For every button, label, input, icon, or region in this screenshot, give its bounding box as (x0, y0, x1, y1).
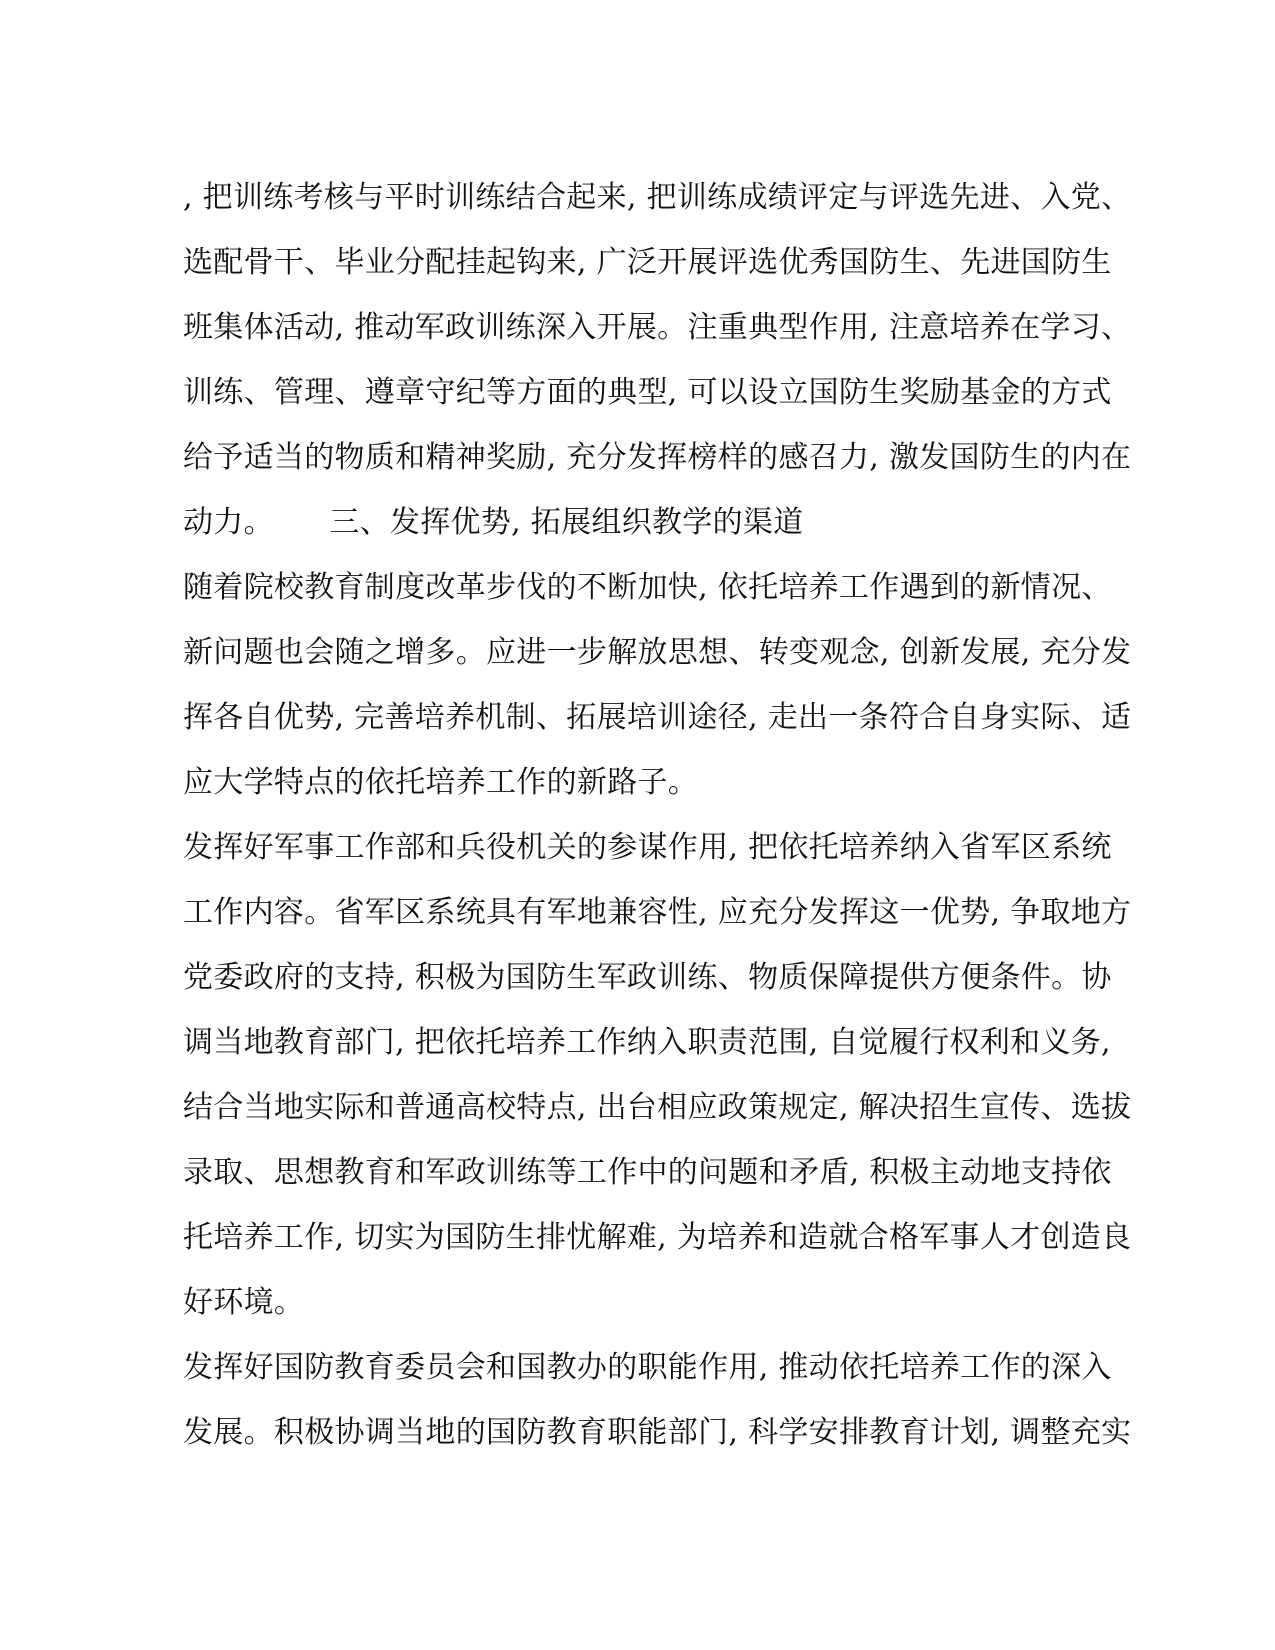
text-line: 录取、思想教育和军政训练等工作中的问题和矛盾, 积极主动地支持依 (183, 1155, 1112, 1190)
text-line: 应大学特点的依托培养工作的新路子。 (183, 765, 699, 800)
text-line: 党委政府的支持, 积极为国防生军政训练、物质保障提供方便条件。协 (183, 960, 1112, 995)
text-line: 挥各自优势, 完善培养机制、拓展培训途径, 走出一条符合自身实际、适 (183, 700, 1132, 735)
text-line: 发挥好国防教育委员会和国教办的职能作用, 推动依托培养工作的深入 (183, 1350, 1112, 1385)
text-line: 工作内容。省军区系统具有军地兼容性, 应充分发挥这一优势, 争取地方 (183, 895, 1132, 930)
section-heading-line: 动力。 三、发挥优势, 拓展组织教学的渠道 (183, 505, 804, 540)
body-text (183, 165, 1132, 1465)
text-line: 调当地教育部门, 把依托培养工作纳入职责范围, 自觉履行权利和义务, (183, 1025, 1111, 1060)
text-line: 给予适当的物质和精神奖励, 充分发挥榜样的感召力, 激发国防生的内在 (183, 440, 1132, 475)
text-line: 新问题也会随之增多。应进一步解放思想、转变观念, 创新发展, 充分发 (183, 635, 1132, 670)
text-line: 随着院校教育制度改革步伐的不断加快, 依托培养工作遇到的新情况、 (183, 570, 1112, 605)
text-line: , 把训练考核与平时训练结合起来, 把训练成绩评定与评选先进、入党、 (183, 180, 1132, 215)
text-line: 班集体活动, 推动军政训练深入开展。注重典型作用, 注意培养在学习、 (183, 310, 1132, 345)
text-line: 训练、管理、遵章守纪等方面的典型, 可以设立国防生奖励基金的方式 (183, 375, 1112, 410)
text-line: 发展。积极协调当地的国防教育职能部门, 科学安排教育计划, 调整充实 (183, 1415, 1132, 1450)
text-line: 好环境。 (183, 1285, 305, 1320)
text-line: 结合当地实际和普通高校特点, 出台相应政策规定, 解决招生宣传、选拔 (183, 1090, 1132, 1125)
text-line: 发挥好军事工作部和兵役机关的参谋作用, 把依托培养纳入省军区系统 (183, 830, 1112, 865)
text-line: 托培养工作, 切实为国防生排忧解难, 为培养和造就合格军事人才创造良 (183, 1220, 1132, 1255)
text-line: 选配骨干、毕业分配挂起钩来, 广泛开展评选优秀国防生、先进国防生 (183, 245, 1112, 280)
